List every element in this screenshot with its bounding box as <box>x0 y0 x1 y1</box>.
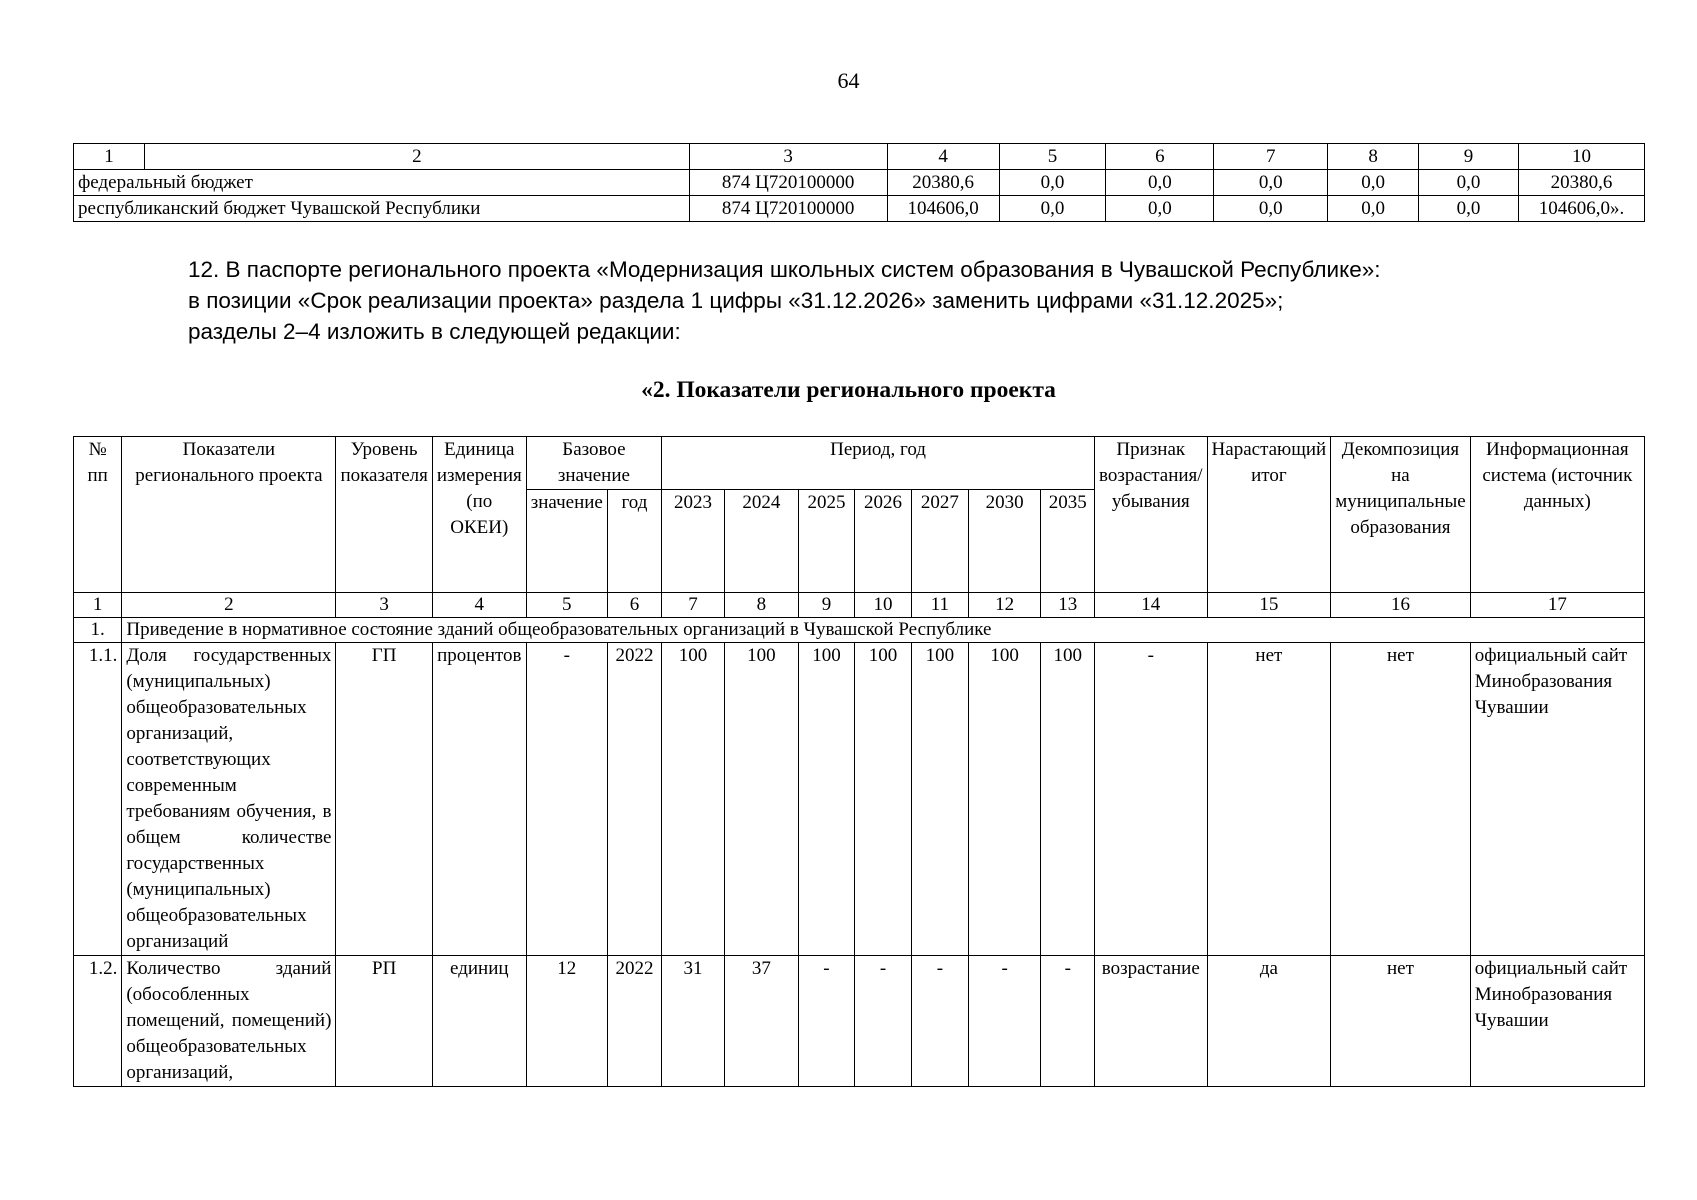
column-number: 13 <box>1041 593 1095 618</box>
page-number: 64 <box>837 68 860 93</box>
column-number: 8 <box>724 593 798 618</box>
column-number: 9 <box>798 593 854 618</box>
budget-cell: 0,0 <box>999 196 1106 222</box>
header-year: 2024 <box>724 490 798 593</box>
budget-header-cell: 6 <box>1106 144 1214 170</box>
indicators-table <box>73 436 1645 1087</box>
column-number: 4 <box>432 593 526 618</box>
column-number: 1 <box>74 593 122 618</box>
indicator-value: - <box>911 956 968 1087</box>
budget-cell: 104606,0 <box>887 196 999 222</box>
header-num: № пп <box>74 437 122 593</box>
budget-header-cell: 5 <box>999 144 1106 170</box>
budget-header-cell: 3 <box>689 144 887 170</box>
header-period: Период, год <box>662 437 1095 490</box>
column-number: 14 <box>1095 593 1208 618</box>
budget-header-cell: 10 <box>1518 144 1644 170</box>
budget-cell: 0,0 <box>1419 196 1519 222</box>
section-row <box>74 618 1645 643</box>
indicator-value: 100 <box>855 643 912 956</box>
header-cumulative: Нарастающий итог <box>1207 437 1331 593</box>
indicator-unit: единиц <box>432 956 526 1087</box>
header-decomposition: Декомпозиция на муниципальные образования <box>1331 437 1470 593</box>
indicator-name: Доля государственных (муниципальных) общеобразовательных организаций, соответствующих современным требованиям обучения, в общем количестве государственных (муниципальных) общеобразовательных организаций <box>122 643 336 956</box>
section-num: 1. <box>74 618 122 643</box>
column-number: 17 <box>1470 593 1644 618</box>
indicator-value: 100 <box>911 643 968 956</box>
budget-header-row <box>74 144 1645 170</box>
budget-cell: 104606,0». <box>1518 196 1644 222</box>
indicators-header-row-1 <box>74 437 1645 490</box>
header-level: Уровень показателя <box>336 437 432 593</box>
column-number: 16 <box>1331 593 1470 618</box>
indicator-value: 100 <box>798 643 854 956</box>
header-name: Показатели регионального проекта <box>122 437 336 593</box>
budget-header-cell: 2 <box>144 144 689 170</box>
column-number: 2 <box>122 593 336 618</box>
paragraph-line: в позиции «Срок реализации проекта» раздела 1 цифры «31.12.2026» заменить цифрами «31.12.2025»; <box>188 288 1284 313</box>
indicator-value: 100 <box>724 643 798 956</box>
indicator-value: - <box>968 956 1041 1087</box>
header-base: Базовое значение <box>526 437 661 490</box>
budget-cell: 0,0 <box>999 170 1106 196</box>
header-year: 2030 <box>968 490 1041 593</box>
indicator-sign: - <box>1095 643 1208 956</box>
budget-header-cell: 1 <box>74 144 145 170</box>
budget-table <box>73 143 1645 222</box>
header-base-year: год <box>607 490 661 593</box>
budget-cell: 0,0 <box>1106 170 1214 196</box>
indicator-value: 100 <box>968 643 1041 956</box>
column-number: 12 <box>968 593 1041 618</box>
column-number: 7 <box>662 593 725 618</box>
indicator-value: 100 <box>1041 643 1095 956</box>
section-title-cell: Приведение в нормативное состояние зданий общеобразовательных организаций в Чувашской Республике <box>122 618 1645 643</box>
column-number: 6 <box>607 593 661 618</box>
header-year: 2023 <box>662 490 725 593</box>
indicator-base-year: 2022 <box>607 643 661 956</box>
indicator-info-system: официальный сайт Минобразования Чувашии <box>1470 956 1644 1087</box>
budget-cell: 874 Ц720100000 <box>689 170 887 196</box>
indicator-unit: процентов <box>432 643 526 956</box>
budget-cell: 0,0 <box>1214 170 1328 196</box>
indicator-sign: возрастание <box>1095 956 1208 1087</box>
indicator-row-1-2 <box>74 956 1645 1087</box>
indicator-value: - <box>1041 956 1095 1087</box>
column-number: 11 <box>911 593 968 618</box>
budget-cell: 874 Ц720100000 <box>689 196 887 222</box>
budget-cell: 0,0 <box>1328 196 1419 222</box>
column-number: 3 <box>336 593 432 618</box>
budget-row-federal <box>74 170 1645 196</box>
budget-row-republic <box>74 196 1645 222</box>
paragraph-line: разделы 2–4 изложить в следующей редакции: <box>188 319 681 344</box>
header-year: 2035 <box>1041 490 1095 593</box>
header-info-system: Информационная система (источник данных) <box>1470 437 1644 593</box>
budget-cell: 0,0 <box>1214 196 1328 222</box>
header-sign: Признак возрастания/ убывания <box>1095 437 1208 593</box>
budget-cell: 0,0 <box>1419 170 1519 196</box>
header-year: 2026 <box>855 490 912 593</box>
header-year: 2027 <box>911 490 968 593</box>
paragraph-line: 12. В паспорте регионального проекта «Модернизация школьных систем образования в Чувашской Республике»: <box>188 257 1381 282</box>
budget-cell: 0,0 <box>1106 196 1214 222</box>
budget-cell: 20380,6 <box>1518 170 1644 196</box>
indicator-value: 100 <box>662 643 725 956</box>
indicator-cumulative: нет <box>1207 643 1331 956</box>
budget-header-cell: 8 <box>1328 144 1419 170</box>
budget-header-cell: 4 <box>887 144 999 170</box>
column-number: 5 <box>526 593 607 618</box>
row-num: 1.1. <box>74 643 122 956</box>
indicator-cumulative: да <box>1207 956 1331 1087</box>
budget-header-cell: 7 <box>1214 144 1328 170</box>
amendment-paragraph <box>188 254 1648 347</box>
indicator-base-value: - <box>526 643 607 956</box>
header-unit: Единица измерения (по ОКЕИ) <box>432 437 526 593</box>
indicator-level: ГП <box>336 643 432 956</box>
budget-cell: 0,0 <box>1328 170 1419 196</box>
indicator-base-year: 2022 <box>607 956 661 1087</box>
indicator-value: - <box>855 956 912 1087</box>
indicator-info-system: официальный сайт Минобразования Чувашии <box>1470 643 1644 956</box>
column-number: 15 <box>1207 593 1331 618</box>
indicator-value: 31 <box>662 956 725 1087</box>
indicator-row-1-1 <box>74 643 1645 956</box>
indicator-value: - <box>798 956 854 1087</box>
budget-header-cell: 9 <box>1419 144 1519 170</box>
column-number: 10 <box>855 593 912 618</box>
section-title: «2. Показатели регионального проекта <box>641 377 1056 403</box>
indicator-decomposition: нет <box>1331 643 1470 956</box>
indicator-decomposition: нет <box>1331 956 1470 1087</box>
budget-cell: 20380,6 <box>887 170 999 196</box>
header-base-value: значение <box>526 490 607 593</box>
indicator-level: РП <box>336 956 432 1087</box>
indicator-base-value: 12 <box>526 956 607 1087</box>
budget-source-label: республиканский бюджет Чувашской Республики <box>74 196 690 222</box>
header-year: 2025 <box>798 490 854 593</box>
indicator-value: 37 <box>724 956 798 1087</box>
column-numbers-row <box>74 593 1645 618</box>
budget-source-label: федеральный бюджет <box>74 170 690 196</box>
indicator-name: Количество зданий (обособленных помещений, помещений) общеобразовательных организаций, <box>122 956 336 1087</box>
row-num: 1.2. <box>74 956 122 1087</box>
